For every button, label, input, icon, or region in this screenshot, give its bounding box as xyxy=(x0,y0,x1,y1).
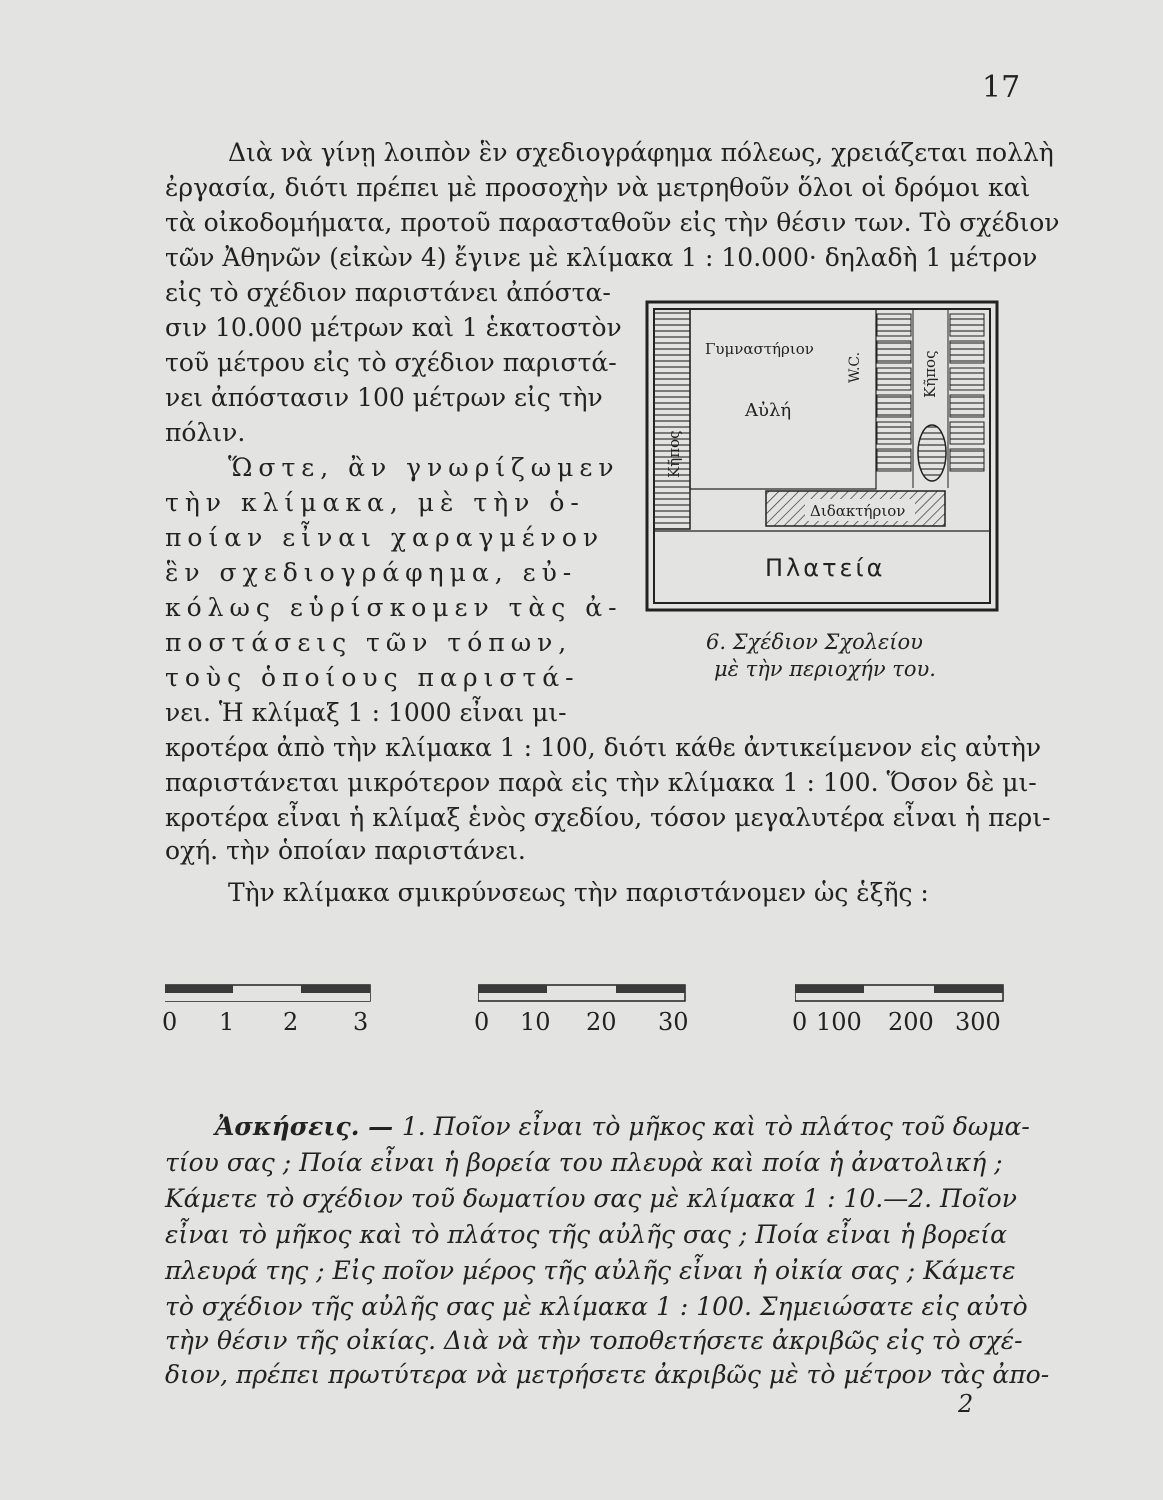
label-garden-right: Κῆπος xyxy=(921,350,939,398)
exercises-heading: Ἀσκήσεις. — xyxy=(215,1112,402,1141)
scale-label: 3 xyxy=(353,1008,369,1036)
scale-label: 20 xyxy=(586,1008,617,1036)
text-line: ἐργασία, διότι πρέπει μὲ προσοχὴν νὰ μετρηθοῦν ὅλοι οἱ δρόμοι καὶ xyxy=(165,173,1031,202)
label-wc: W.C. xyxy=(847,351,863,383)
text-line: νει. Ἡ κλίμαξ 1 : 1000 εἶναι μι- xyxy=(165,698,567,727)
text-line: τὰ οἰκοδομήματα, προτοῦ παρασταθοῦν εἰς τὴν θέσιν των. Τὸ σχέδιον xyxy=(165,208,1060,237)
scale-label: 10 xyxy=(520,1008,551,1036)
label-square: Πλατεία xyxy=(765,554,886,582)
exercise-line: τίου σας ; Ποία εἶναι ἡ βορεία του πλευρὰ καὶ ποία ἡ ἀνατολική ; xyxy=(165,1148,1003,1177)
scale-label: 1 xyxy=(219,1008,235,1036)
exercise-line: τὴν θέσιν τῆς οἰκίας. Διὰ νὰ τὴν τοποθετήσετε ἀκριβῶς εἰς τὸ σχέ- xyxy=(165,1326,1023,1355)
text-line: κροτέρα ἀπὸ τὴν κλίμακα 1 : 100, διότι κάθε ἀντικείμενον εἰς αὐτὴν xyxy=(165,733,1042,762)
scale-label: 0 xyxy=(474,1008,490,1036)
label-gymnasium: Γυμναστήριον xyxy=(705,340,814,358)
school-plan-figure xyxy=(645,298,1000,613)
scale-intro: Τὴν κλίμακα σμικρύνσεως τὴν παριστάνομεν ὡς ἑξῆς : xyxy=(228,878,929,907)
text-line: τῶν Ἀθηνῶν (εἰκὼν 4) ἔγινε μὲ κλίμακα 1 : 10.000· δηλαδὴ 1 μέτρον xyxy=(165,243,1038,272)
text-line: σιν 10.000 μέτρων καὶ 1 ἑκατοστὸν xyxy=(165,313,622,342)
scale-label: 30 xyxy=(658,1008,689,1036)
spaced-text-line: ἓν σχεδιογράφημα, εὐ- xyxy=(165,558,578,587)
text-line: νει ἀπόστασιν 100 μέτρων εἰς τὴν xyxy=(165,383,603,412)
scale-bar-2 xyxy=(478,984,693,1008)
text-line: τοῦ μέτρου εἰς τὸ σχέδιον παριστά- xyxy=(165,348,617,377)
scale-label: 100 xyxy=(816,1008,862,1036)
school-plan-drawing xyxy=(645,298,1000,613)
scale-label: 0 xyxy=(792,1008,808,1036)
text-line: εἰς τὸ σχέδιον παριστάνει ἀπόστα- xyxy=(165,278,611,307)
spaced-text-line: κόλως εὑρίσκομεν τὰς ἀ- xyxy=(165,593,623,622)
exercises-first-text: 1. Ποῖον εἶναι τὸ μῆκος καὶ τὸ πλάτος τοῦ δωμα- xyxy=(401,1112,1030,1141)
scale-label: 0 xyxy=(162,1008,178,1036)
text-line: οχή. τὴν ὁποίαν παριστάνει. xyxy=(165,836,526,865)
exercise-line: πλευρά της ; Εἰς ποῖον μέρος τῆς αὐλῆς εἶναι ἡ οἰκία σας ; Κάμετε xyxy=(165,1256,1016,1285)
text-line: Διὰ νὰ γίνῃ λοιπὸν ἓν σχεδιογράφημα πόλεως, χρειάζεται πολλὴ xyxy=(228,138,1054,167)
scale-label: 300 xyxy=(955,1008,1001,1036)
text-line: κροτέρα εἶναι ἡ κλίμαξ ἑνὸς σχεδίου, τόσον μεγαλυτέρα εἶναι ἡ περι- xyxy=(165,803,1051,832)
figure-caption-line-1: 6. Σχέδιον Σχολείου xyxy=(706,630,923,654)
right-garden-beds xyxy=(877,310,984,488)
figure-caption-line-2: μὲ τὴν περιοχήν του. xyxy=(714,657,936,681)
exercise-line: τὸ σχέδιον τῆς αὐλῆς σας μὲ κλίμακα 1 : 100. Σημειώσατε εἰς αὐτὸ xyxy=(165,1292,1028,1321)
scale-bar-3 xyxy=(795,984,1010,1008)
label-garden-left: Κῆπος xyxy=(665,430,683,478)
scale-label: 2 xyxy=(283,1008,299,1036)
page-number: 17 xyxy=(982,70,1021,105)
label-school: Διδακτήριον xyxy=(810,502,906,520)
scale-bar-1 xyxy=(165,984,380,1008)
spaced-text-line: τοὺς ὁποίους παριστά- xyxy=(165,663,580,692)
scale-label: 200 xyxy=(888,1008,934,1036)
spaced-text-line: Ὥστε, ἂν γνωρίζωμεν xyxy=(228,453,620,482)
exercises-first-line xyxy=(215,1112,1030,1142)
spaced-text-line: τὴν κλίμακα, μὲ τὴν ὁ- xyxy=(165,488,585,517)
label-court: Αὐλή xyxy=(745,400,792,421)
exercise-line: Κάμετε τὸ σχέδιον τοῦ δωματίου σας μὲ κλίμακα 1 : 10.—2. Ποῖον xyxy=(165,1184,1017,1213)
exercise-line: διον, πρέπει πρωτύτερα νὰ μετρήσετε ἀκριβῶς μὲ τὸ μέτρον τὰς ἀπο- xyxy=(165,1360,1050,1389)
spaced-text-line: ποστάσεις τῶν τόπων, xyxy=(165,628,573,657)
text-line: πόλιν. xyxy=(165,418,246,447)
spaced-text-line: ποίαν εἶναι χαραγμένον xyxy=(165,523,605,552)
left-garden-area xyxy=(654,309,690,529)
signature-mark: 2 xyxy=(958,1390,974,1418)
exercise-line: εἶναι τὸ μῆκος καὶ τὸ πλάτος τῆς αὐλῆς σας ; Ποία εἶναι ἡ βορεία xyxy=(165,1220,1007,1249)
text-line: παριστάνεται μικρότερον παρὰ εἰς τὴν κλίμακα 1 : 100. Ὅσον δὲ μι- xyxy=(165,768,1037,797)
